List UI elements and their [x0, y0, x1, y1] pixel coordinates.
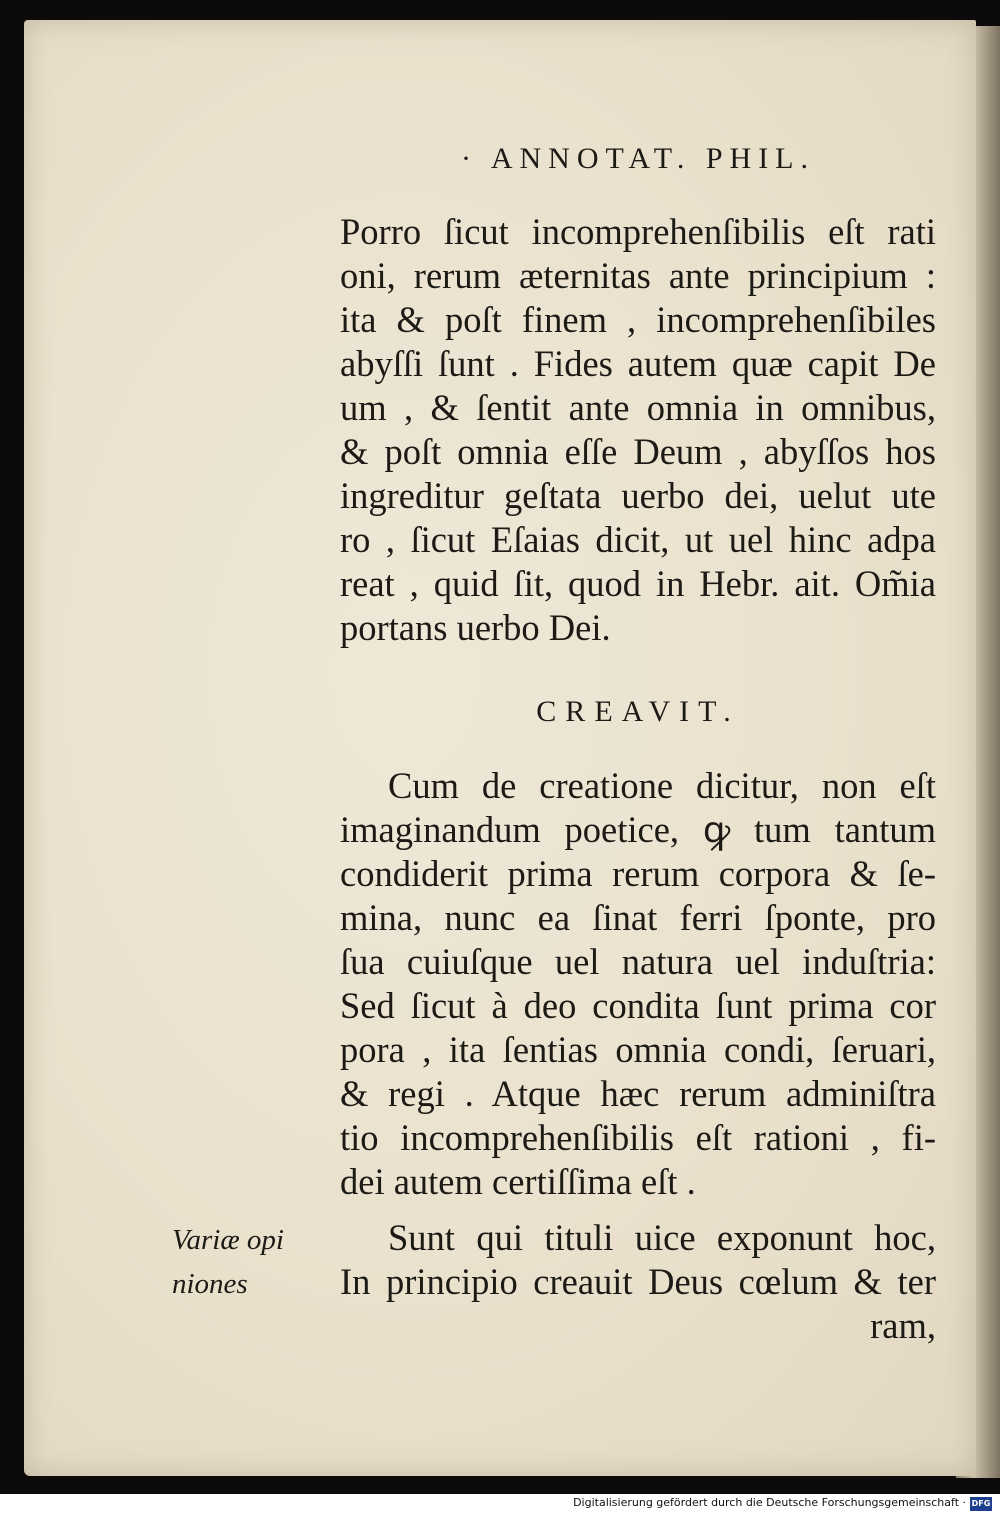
text-line: oni, rerum æternitas ante principium :: [340, 255, 936, 296]
text-line: dei autem certiſſima eſt .: [340, 1161, 696, 1202]
text-line: Sunt qui tituli uice exponunt hoc,: [388, 1217, 936, 1258]
dfg-logo-icon: DFG: [970, 1497, 992, 1511]
running-head: · ANNOTAT. PHIL.: [460, 142, 816, 175]
text-line: imaginandum poetice, ꝙ tum tantum: [340, 809, 936, 850]
text-line: In principio creauit Deus cœlum & ter: [340, 1261, 936, 1302]
text-line: reat , quid ſit, quod in Hebr. ait. Om̃ia: [340, 563, 936, 604]
footer-credit: Digitalisierung gefördert durch die Deutsche Forschungsgemeinschaft ·: [573, 1496, 966, 1509]
text-line: tio incomprehenſibilis eſt rationi , fi-: [340, 1117, 936, 1158]
section-heading: CREAVIT.: [536, 695, 740, 728]
marginal-note: Variæ opi: [172, 1224, 284, 1256]
catchword-line: ram,: [870, 1305, 936, 1346]
text-line: Porro ſicut incomprehenſibilis eſt rati: [340, 211, 936, 252]
text-line: ita & poſt finem , incomprehenſibiles: [340, 299, 936, 340]
text-line: & poſt omnia eſſe Deum , abyſſos hos: [340, 431, 936, 472]
text-line: ingreditur geſtata uerbo dei, uelut ute: [340, 475, 936, 516]
text-line: portans uerbo Dei.: [340, 607, 611, 648]
text-line: & regi . Atque hæc rerum adminiſtra: [340, 1073, 936, 1114]
footer-bar: [0, 1494, 1000, 1516]
text-line: abyſſi ſunt . Fides autem quæ capit De: [340, 343, 936, 384]
text-line: condiderit prima rerum corpora & ſe-: [340, 853, 936, 894]
text-line: Sed ſicut à deo condita ſunt prima cor: [340, 985, 936, 1026]
text-line: Cum de creatione dicitur, non eſt: [388, 765, 936, 806]
text-line: um , & ſentit ante omnia in omnibus,: [340, 387, 936, 428]
text-line: mina, nunc ea ſinat ferri ſponte, pro: [340, 897, 936, 938]
text-line: ro , ſicut Eſaias dicit, ut uel hinc adpa: [340, 519, 936, 560]
text-line: ſua cuiuſque uel natura uel induſtria:: [340, 941, 936, 982]
marginal-note: niones: [172, 1268, 248, 1300]
book-page: [24, 20, 976, 1476]
text-line: pora , ita ſentias omnia condi, ſeruari,: [340, 1029, 936, 1070]
